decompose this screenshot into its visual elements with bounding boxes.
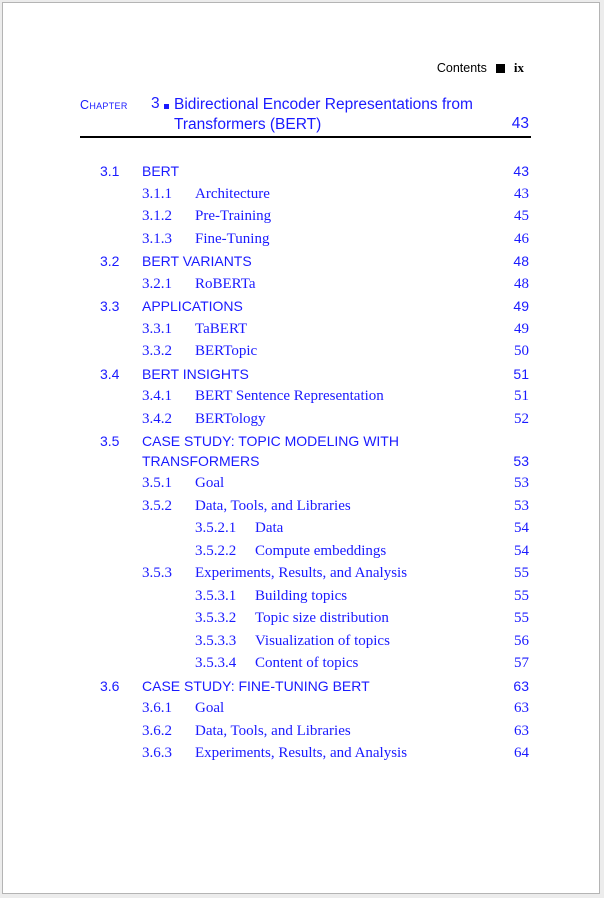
toc-entry-title: BERTology bbox=[195, 410, 266, 427]
toc-subsection-entry[interactable] bbox=[80, 208, 529, 231]
toc-subsection-entry[interactable] bbox=[80, 388, 529, 411]
toc-section-entry[interactable] bbox=[80, 163, 529, 186]
toc-entry-title: Topic size distribution bbox=[255, 610, 389, 626]
toc-entry-page: 53 bbox=[513, 452, 529, 469]
toc-entry-title: Fine-Tuning bbox=[195, 230, 270, 247]
toc-entry-page: 63 bbox=[514, 722, 529, 739]
toc-entry-page: 63 bbox=[514, 700, 529, 716]
toc-entry-number: 3.2 bbox=[100, 253, 120, 269]
running-head-page: ix bbox=[513, 60, 524, 75]
toc-subsubsection-entry[interactable] bbox=[80, 610, 529, 633]
toc-subsection-entry[interactable] bbox=[80, 745, 529, 768]
toc-entry-page: 50 bbox=[514, 343, 529, 359]
toc-entry-title: APPLICATIONS bbox=[142, 298, 243, 314]
toc-subsection-entry[interactable] bbox=[80, 700, 529, 723]
toc-entry-title: BERTopic bbox=[195, 343, 258, 359]
toc-entry-number: 3.5.2.2 bbox=[195, 542, 237, 559]
toc-entry-page: 49 bbox=[513, 298, 529, 314]
toc-entry-number: 3.4.1 bbox=[142, 388, 172, 404]
chapter-label: Chapter bbox=[80, 98, 128, 112]
chapter-title-line1: Bidirectional Encoder Representations from bbox=[174, 96, 473, 113]
toc-entry-number: 3.5.3.4 bbox=[195, 655, 237, 671]
toc-entry-title: BERT Sentence Representation bbox=[195, 388, 384, 404]
toc-subsection-entry[interactable] bbox=[80, 475, 529, 498]
chapter-number: 3 bbox=[151, 95, 160, 112]
toc-entry-page: 54 bbox=[514, 520, 529, 536]
toc-section-entry[interactable] bbox=[80, 433, 529, 478]
toc-entry-title: Pre-Training bbox=[195, 208, 272, 224]
toc-entry-number: 3.5.1 bbox=[142, 475, 172, 491]
square-bullet-icon bbox=[164, 104, 169, 109]
toc-entry-page: 43 bbox=[514, 185, 529, 202]
toc-entry-page: 53 bbox=[514, 475, 529, 491]
toc-entry-title: CASE STUDY: FINE-TUNING BERT bbox=[142, 677, 370, 694]
toc-entry-page: 57 bbox=[514, 655, 529, 671]
toc-entry-number: 3.6 bbox=[100, 677, 120, 694]
toc-entry-title: BERT bbox=[142, 163, 180, 179]
toc-entry-page: 55 bbox=[514, 565, 529, 581]
toc-entry-title: BERT VARIANTS bbox=[142, 253, 252, 269]
toc-entry-page: 63 bbox=[513, 677, 529, 694]
toc-entry-page: 52 bbox=[514, 410, 529, 427]
toc-subsection-entry[interactable] bbox=[80, 231, 529, 254]
toc-entry-title: Data, Tools, and Libraries bbox=[195, 497, 351, 514]
toc-entry-number: 3.5.2.1 bbox=[195, 520, 237, 536]
toc-entry-number: 3.5.3.3 bbox=[195, 632, 237, 649]
toc-entry-page: 48 bbox=[514, 275, 529, 292]
toc-subsection-entry[interactable] bbox=[80, 186, 529, 209]
toc-entry-page: 49 bbox=[514, 320, 529, 337]
toc-entry-title: Experiments, Results, and Analysis bbox=[195, 745, 408, 761]
toc-entry-number: 3.3.2 bbox=[142, 343, 172, 359]
toc-section-entry[interactable] bbox=[80, 678, 529, 701]
toc-entry-number: 3.6.3 bbox=[142, 745, 172, 761]
toc-entry-number: 3.6.2 bbox=[142, 722, 172, 739]
toc-entry-title: Visualization of topics bbox=[255, 632, 390, 649]
chapter-title-line2: Transformers (BERT) bbox=[174, 116, 322, 133]
running-head bbox=[437, 60, 524, 76]
toc-entry-title: Content of topics bbox=[255, 655, 359, 671]
toc-subsubsection-entry[interactable] bbox=[80, 543, 529, 566]
toc-subsection-entry[interactable] bbox=[80, 498, 529, 521]
toc-entry-title: Experiments, Results, and Analysis bbox=[195, 565, 408, 581]
square-bullet-icon bbox=[496, 64, 505, 73]
chapter-rule bbox=[80, 136, 531, 138]
toc-subsection-entry[interactable] bbox=[80, 723, 529, 746]
toc-subsection-entry[interactable] bbox=[80, 565, 529, 588]
toc-entry-title: CASE STUDY: TOPIC MODELING WITH bbox=[142, 433, 399, 449]
toc-section-entry[interactable] bbox=[80, 298, 529, 321]
toc-section-entry[interactable] bbox=[80, 366, 529, 389]
toc-entry-page: 51 bbox=[514, 388, 529, 404]
toc-entry-page: 64 bbox=[514, 745, 529, 761]
toc-entry-number: 3.1 bbox=[100, 163, 120, 179]
toc-entry-title: Data, Tools, and Libraries bbox=[195, 722, 351, 739]
toc-entry-page: 45 bbox=[514, 208, 529, 224]
toc-entry-page: 51 bbox=[513, 365, 529, 382]
toc-entry-title: Building topics bbox=[255, 587, 348, 604]
chapter-page: 43 bbox=[511, 115, 529, 132]
toc-subsection-entry[interactable] bbox=[80, 343, 529, 366]
toc-entry-page: 43 bbox=[513, 163, 529, 179]
toc-subsection-entry[interactable] bbox=[80, 411, 529, 434]
toc-subsubsection-entry[interactable] bbox=[80, 588, 529, 611]
toc-entry-title: RoBERTa bbox=[195, 275, 256, 292]
toc-entry-page: 55 bbox=[514, 587, 529, 604]
toc-entry-page: 54 bbox=[514, 542, 529, 559]
toc-entry-number: 3.3 bbox=[100, 298, 120, 314]
toc-entry-title: TaBERT bbox=[195, 320, 248, 337]
toc-subsubsection-entry[interactable] bbox=[80, 655, 529, 678]
toc-subsection-entry[interactable] bbox=[80, 321, 529, 344]
toc-entry-number: 3.3.1 bbox=[142, 320, 172, 337]
toc-entry-number: 3.5.3.1 bbox=[195, 587, 237, 604]
toc-entry-number: 3.1.3 bbox=[142, 230, 172, 247]
toc-entry-number: 3.4 bbox=[100, 365, 120, 382]
toc-section-entry[interactable] bbox=[80, 253, 529, 276]
toc-entry-page: 56 bbox=[514, 632, 529, 649]
toc-entry-number: 3.5.3.2 bbox=[195, 610, 237, 626]
toc-entry-number: 3.4.2 bbox=[142, 410, 172, 427]
toc-entry-page: 55 bbox=[514, 610, 529, 626]
toc-entry-title: BERT INSIGHTS bbox=[142, 365, 249, 382]
toc-entry-page: 48 bbox=[513, 253, 529, 269]
chapter-title bbox=[174, 95, 494, 135]
toc-entry-number: 3.5.2 bbox=[142, 497, 172, 514]
toc-entry-number: 3.5 bbox=[100, 433, 120, 449]
toc-entry-page: 46 bbox=[514, 230, 529, 247]
toc-entry-title: Goal bbox=[195, 700, 225, 716]
toc-entry-title: Data bbox=[255, 520, 284, 536]
toc-entry-number: 3.2.1 bbox=[142, 275, 172, 292]
toc-entry-number: 3.1.2 bbox=[142, 208, 172, 224]
running-head-title: Contents bbox=[436, 61, 487, 75]
toc-subsection-entry[interactable] bbox=[80, 276, 529, 299]
toc-entry-page: 53 bbox=[514, 497, 529, 514]
toc-entry-title-continued: TRANSFORMERS bbox=[142, 452, 260, 469]
toc-entry-title: Goal bbox=[195, 475, 225, 491]
toc-entry-number: 3.5.3 bbox=[142, 565, 172, 581]
toc-subsubsection-entry[interactable] bbox=[80, 633, 529, 656]
toc-entry-title: Architecture bbox=[195, 185, 270, 202]
toc-subsubsection-entry[interactable] bbox=[80, 520, 529, 543]
document-page bbox=[2, 2, 600, 894]
toc-entry-title: Compute embeddings bbox=[255, 542, 387, 559]
toc-entry-number: 3.6.1 bbox=[142, 700, 172, 716]
toc-entry-number: 3.1.1 bbox=[142, 185, 172, 202]
